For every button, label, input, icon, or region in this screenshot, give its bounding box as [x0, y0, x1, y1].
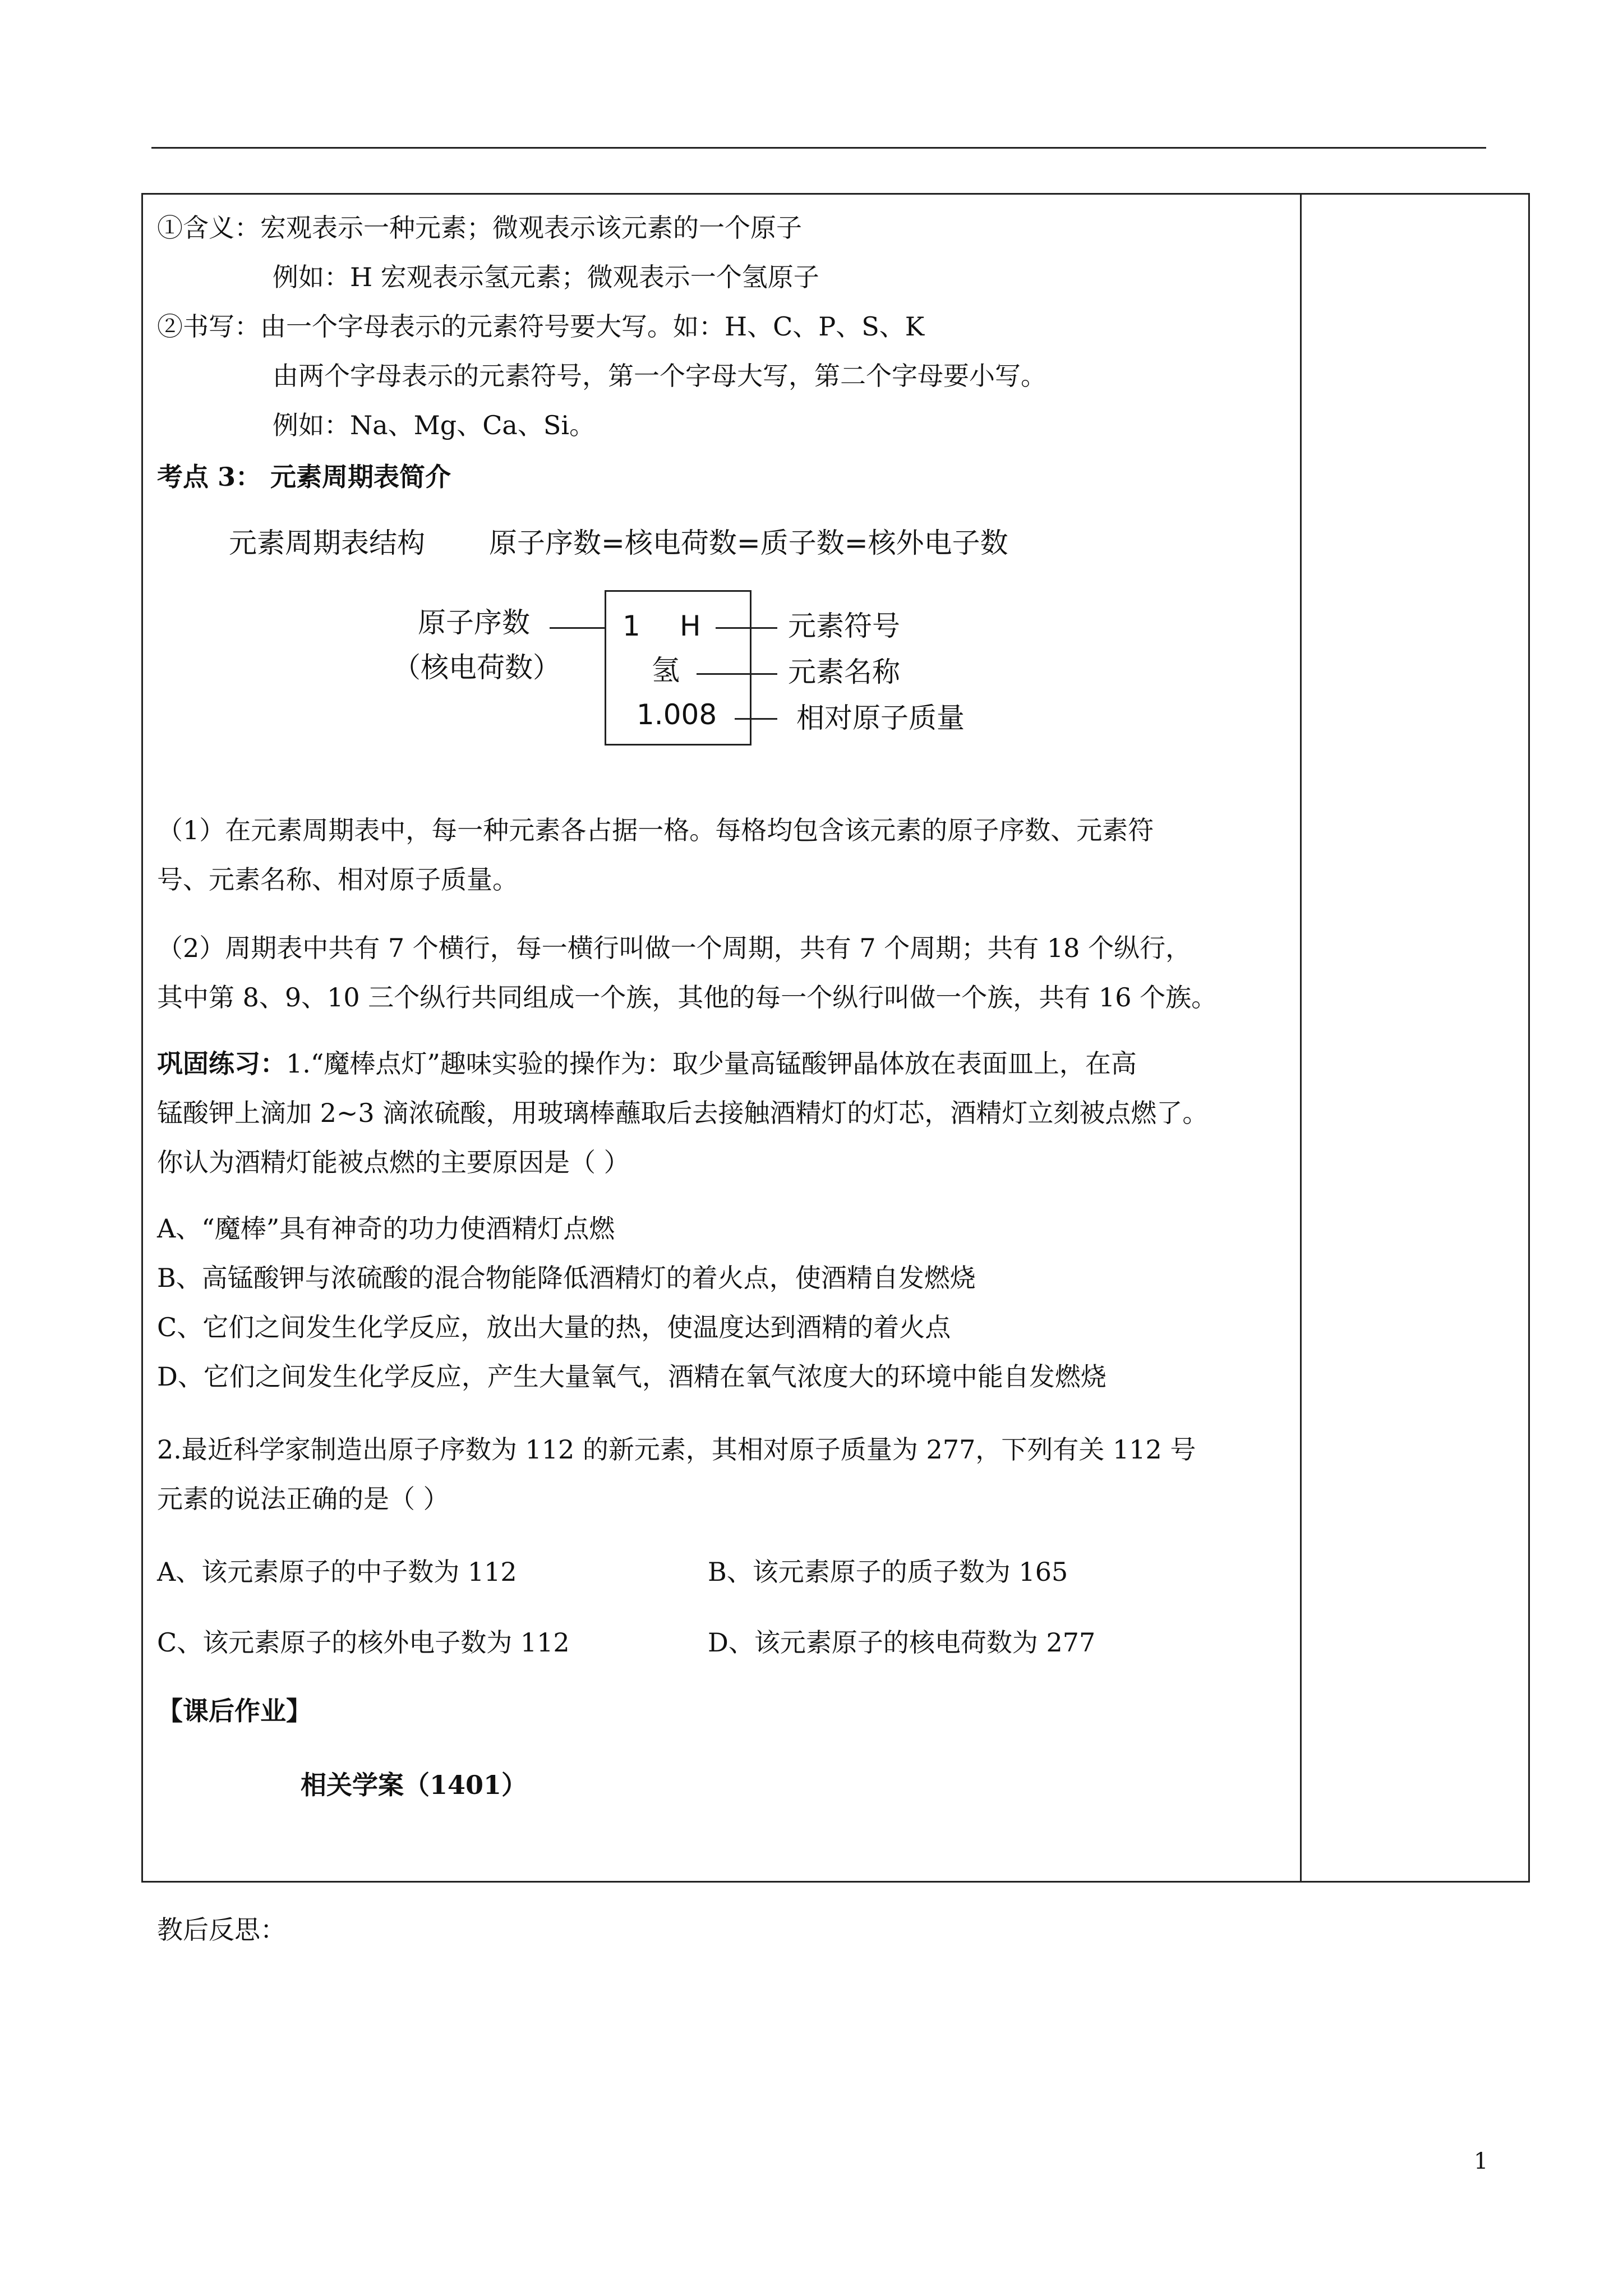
exercise-q1-text: 1.“魔棒点灯”趣味实验的操作为：取少量高锰酸钾晶体放在表面皿上，在高: [286, 1048, 1137, 1079]
exercise-question-2-line-2: 元素的说法正确的是（ ）: [157, 1484, 449, 1514]
paragraph-1-line-2: 号、元素名称、相对原子质量。: [157, 864, 518, 895]
writing-line: ②书写：由一个字母表示的元素符号要大写。如：H、C、P、S、K: [157, 311, 925, 342]
writing-example: 例如：Na、Mg、Ca、Si。: [273, 410, 596, 440]
header-rule: [151, 147, 1486, 149]
page-number: 1: [1474, 2148, 1488, 2174]
exercise-question-1-line-1: [157, 1047, 1137, 1080]
exercise-question-1-line-3: 你认为酒精灯能被点燃的主要原因是（ ）: [157, 1147, 630, 1177]
structure-label: 元素周期表结构: [229, 527, 425, 559]
cell-element-symbol: H: [680, 610, 701, 642]
paragraph-1-line-1: （1）在元素周期表中，每一种元素各占据一格。每格均包含该元素的原子序数、元素符: [157, 815, 1154, 845]
exercise-question-1-line-2: 锰酸钾上滴加 2~3 滴浓硫酸，用玻璃棒蘸取后去接触酒精灯的灯芯，酒精灯立刻被点燃了。: [157, 1098, 1209, 1128]
q1-option-a: A、“魔棒”具有神奇的功力使酒精灯点燃: [157, 1213, 615, 1244]
diagram-label-atomic-number: 原子序数: [418, 606, 530, 639]
cell-atomic-number: 1: [623, 610, 640, 642]
q1-option-c: C、它们之间发生化学反应，放出大量的热，使温度达到酒精的着火点: [157, 1312, 951, 1342]
connector-symbol: [716, 627, 777, 629]
diagram-label-element-symbol: 元素符号: [788, 610, 900, 642]
exercise-label: 巩固练习：: [157, 1048, 286, 1079]
homework-item: 相关学案（1401）: [301, 1770, 528, 1800]
q2-option-a: A、该元素原子的中子数为 112: [157, 1557, 517, 1587]
meaning-line: ①含义：宏观表示一种元素；微观表示该元素的一个原子: [157, 213, 802, 243]
diagram-label-nuclear-charge: （核电荷数）: [393, 651, 561, 684]
cell-atomic-mass: 1.008: [637, 698, 717, 731]
exercise-question-2-line-1: 2.最近科学家制造出原子序数为 112 的新元素，其相对原子质量为 277，下列有关 112 号: [157, 1434, 1196, 1465]
section-heading-kd3: 考点 3： 元素周期表简介: [157, 462, 451, 492]
q2-option-c: C、该元素原子的核外电子数为 112: [157, 1627, 570, 1658]
q2-option-b: B、该元素原子的质子数为 165: [708, 1557, 1068, 1587]
teaching-reflection-label: 教后反思：: [157, 1915, 286, 1945]
diagram-label-element-name: 元素名称: [788, 656, 900, 688]
paragraph-2-line-1: （2）周期表中共有 7 个横行，每一横行叫做一个周期，共有 7 个周期；共有 18 个纵行，: [157, 933, 1192, 963]
atomic-number-equation: 原子序数=核电荷数=质子数=核外电子数: [489, 527, 1008, 559]
connector-atomic-number: [550, 627, 606, 629]
meaning-example: 例如：H 宏观表示氢元素；微观表示一个氢原子: [273, 262, 819, 292]
homework-heading: 【课后作业】: [157, 1696, 312, 1726]
cell-element-name: 氢: [652, 654, 680, 687]
q2-option-d: D、该元素原子的核电荷数为 277: [708, 1627, 1096, 1658]
connector-name: [697, 673, 777, 675]
q1-option-b: B、高锰酸钾与浓硫酸的混合物能降低酒精灯的着火点，使酒精自发燃烧: [157, 1263, 976, 1293]
paragraph-2-line-2: 其中第 8、9、10 三个纵行共同组成一个族，其他的每一个纵行叫做一个族，共有 16 个族。: [157, 982, 1218, 1013]
q1-option-d: D、它们之间发生化学反应，产生大量氧气，酒精在氧气浓度大的环境中能自发燃烧: [157, 1361, 1106, 1392]
column-divider: [1300, 193, 1302, 1883]
writing-rule-two-letter: 由两个字母表示的元素符号，第一个字母大写，第二个字母要小写。: [273, 361, 1046, 391]
connector-mass: [735, 718, 777, 720]
diagram-label-relative-mass: 相对原子质量: [796, 702, 965, 734]
